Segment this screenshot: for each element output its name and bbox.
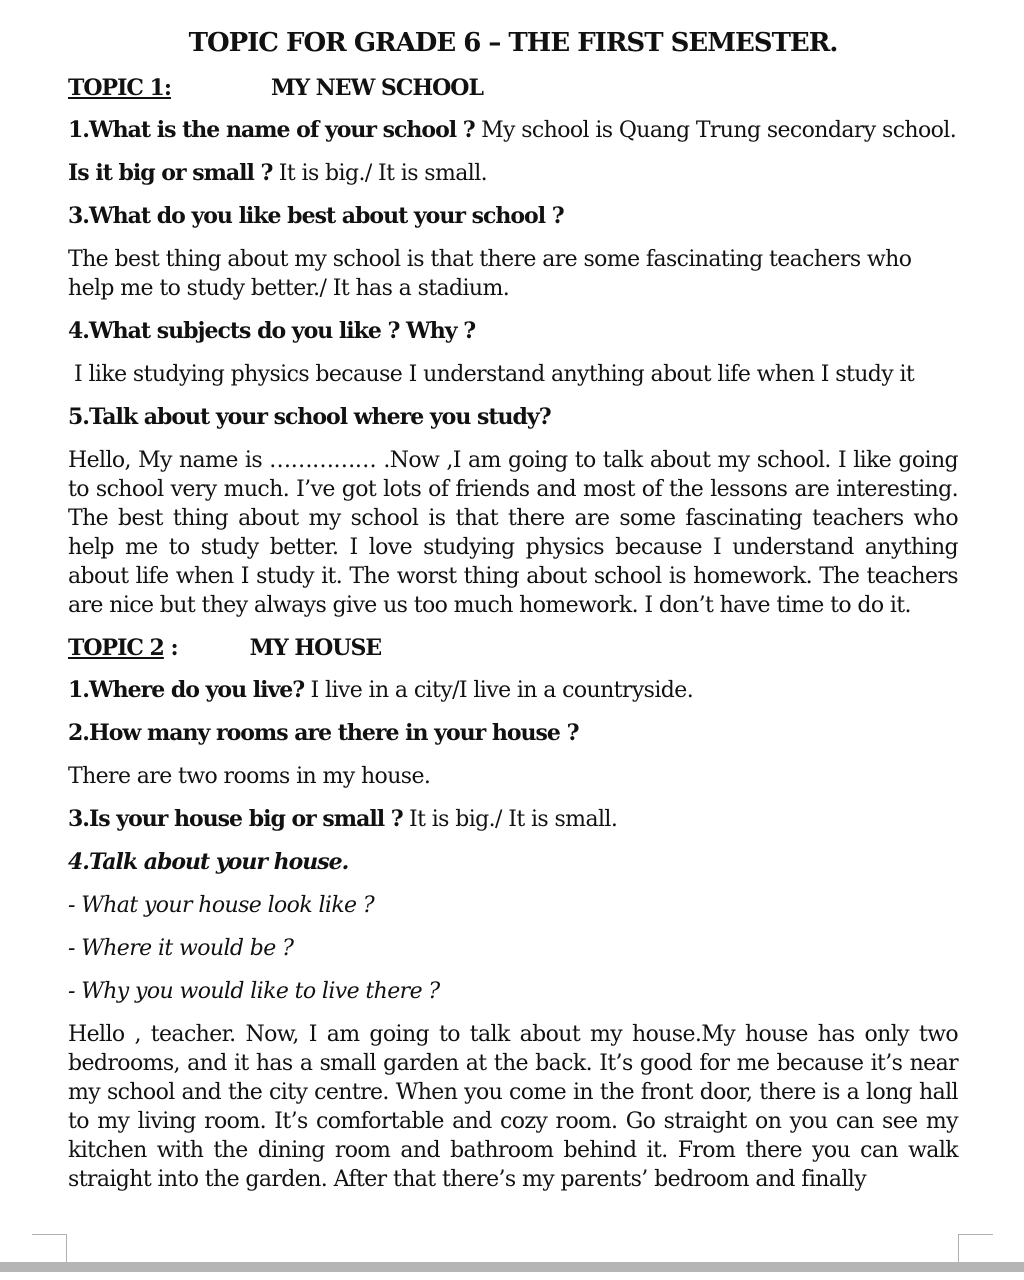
question-text: 1.What is the name of your school ? — [68, 117, 475, 143]
topic-2-q3 — [68, 805, 958, 834]
question-text: 3.Is your house big or small ? — [68, 806, 403, 832]
answer-text: It is big./ It is small. — [272, 161, 488, 186]
topic-2-q1 — [68, 676, 958, 705]
page-separator-bar — [0, 1262, 1024, 1272]
prompt-item: - Where it would be ? — [68, 936, 294, 961]
topic-2-a4: Hello , teacher. Now, I am going to talk about my house.My house has only two bedrooms, and it has a small garden at the back. It’s good for me because it’s near my school and the city centre. When you come in the front door, there is a long hall to my living room. It’s comfortable and cozy room. Go straight on you can see my kitchen with the dining room and bathroom behind it. From there you can walk straight into the garden. After that there’s my parents’ bedroom and finally — [68, 1022, 958, 1192]
topic-1-a5: Hello, My name is …………… .Now ,I am going to talk about my school. I like going to school very much. I’ve got lots of friends and most of the lessons are interesting. The best thing about my school is that there are some fascinating teachers who help me to study better. I love studying physics because I understand anything about life when I study it. The worst thing about school is homework. The teachers are nice but they always give us too much homework. I don’t have time to do it. — [68, 448, 958, 618]
topic-1-q2 — [68, 159, 958, 188]
topic-1-heading — [68, 74, 958, 102]
document-title: TOPIC FOR GRADE 6 – THE FIRST SEMESTER. — [188, 28, 838, 58]
question-text: 1.Where do you live? — [68, 677, 305, 703]
topic-2-a2: There are two rooms in my house. — [68, 764, 431, 789]
prompt-item: - What your house look like ? — [68, 893, 375, 918]
topic-1-name: MY NEW SCHOOL — [270, 75, 483, 101]
topic-2-name: MY HOUSE — [249, 635, 382, 661]
page-corner-mark-right — [958, 1234, 993, 1265]
topic-1-q3: 3.What do you like best about your school ? — [68, 203, 564, 229]
prompt-item: - Why you would like to live there ? — [68, 979, 440, 1004]
answer-text: It is big./ It is small. — [402, 807, 618, 832]
topic-2-q2: 2.How many rooms are there in your house ? — [68, 720, 579, 746]
topic-1-a4: I like studying physics because I understand anything about life when I study it — [74, 362, 915, 387]
topic-1-q5: 5.Talk about your school where you study? — [68, 404, 551, 430]
question-text: Is it big or small ? — [68, 160, 273, 186]
topic-2-q4: 4.Talk about your house. — [68, 849, 349, 875]
page-corner-mark-left — [32, 1234, 67, 1265]
topic-1-label: TOPIC 1: — [68, 75, 171, 101]
topic-1-a3: The best thing about my school is that there are some fascinating teachers who help me to study better./ It has a stadium. — [68, 247, 912, 301]
topic-2-label: TOPIC 2 — [68, 635, 164, 661]
topic-1-q4: 4.What subjects do you like ? Why ? — [68, 318, 476, 344]
document-body — [68, 26, 958, 1208]
topic-2-heading — [68, 634, 958, 662]
answer-text: I live in a city/I live in a countryside. — [304, 678, 694, 703]
topic-1-q1 — [68, 116, 958, 145]
topic-2-colon: : — [163, 635, 178, 661]
answer-text: My school is Quang Trung secondary school. — [474, 118, 957, 143]
